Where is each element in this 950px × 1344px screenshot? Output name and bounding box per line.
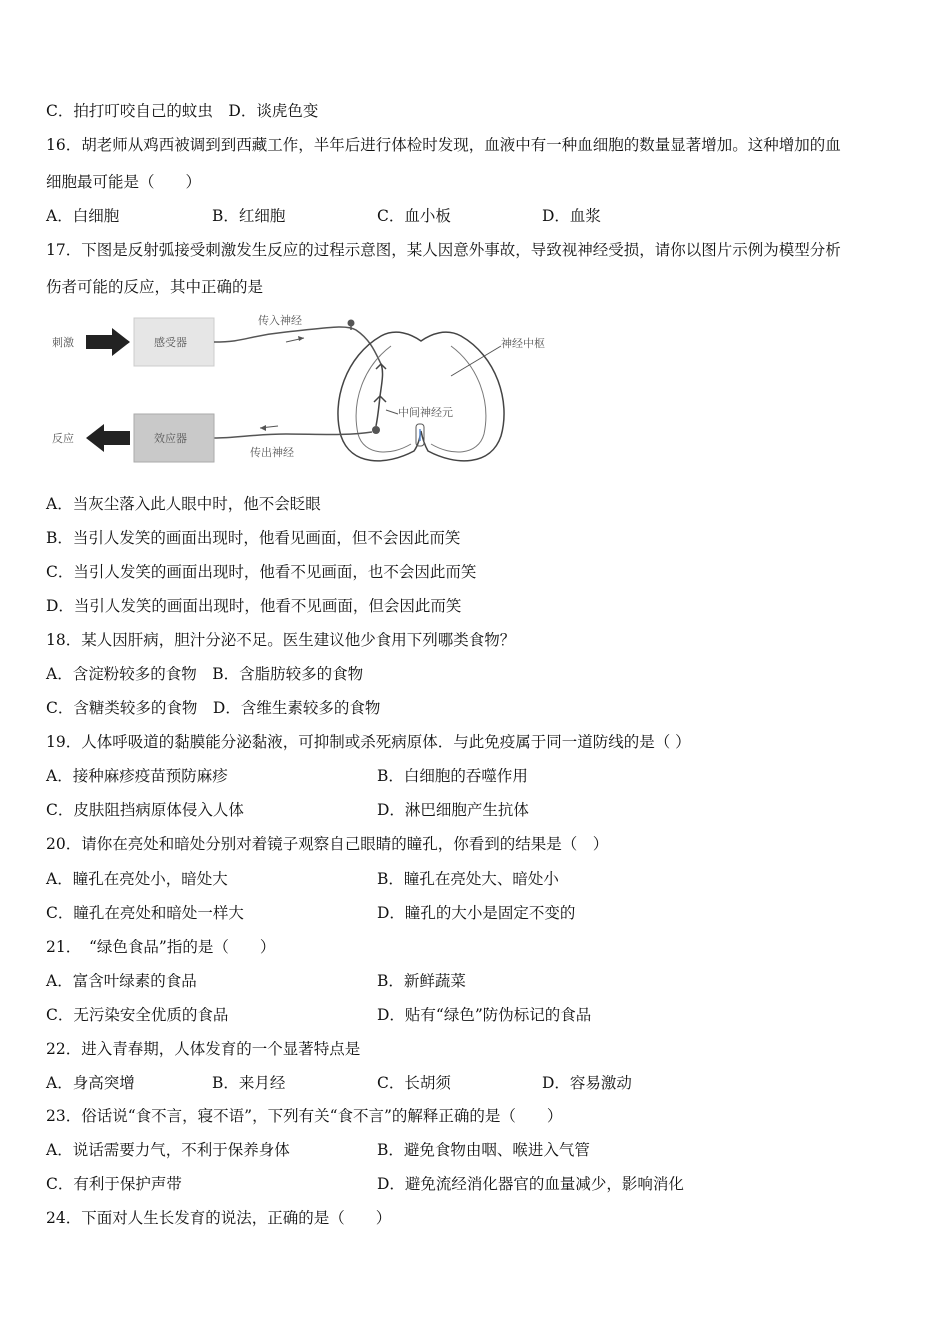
q22-option-c: C．长胡须 bbox=[377, 1074, 451, 1092]
q15-option-d: D．谈虎色变 bbox=[228, 102, 319, 120]
q23-option-c: C．有利于保护声带 bbox=[46, 1175, 182, 1193]
q22-option-d: D．容易激动 bbox=[542, 1074, 632, 1092]
efferent-label: 传出神经 bbox=[250, 446, 294, 459]
q18-option-row-cd bbox=[46, 698, 380, 718]
q21-option-d: D．贴有“绿色”防伪标记的食品 bbox=[377, 1006, 592, 1024]
q21-option-c: C．无污染安全优质的食品 bbox=[46, 1006, 229, 1024]
q20-option-c: C．瞳孔在亮处和暗处一样大 bbox=[46, 904, 244, 922]
q18-option-row-ab bbox=[46, 664, 363, 684]
q17-option-a: A．当灰尘落入此人眼中时，他不会眨眼 bbox=[46, 495, 321, 513]
q20-option-b: B．瞳孔在亮处大、暗处小 bbox=[377, 870, 559, 888]
q21-option-b: B．新鲜蔬菜 bbox=[377, 972, 466, 990]
q18-option-b: B．含脂肪较多的食物 bbox=[212, 665, 364, 683]
interneuron-path bbox=[376, 364, 383, 426]
stimulus-arrow bbox=[86, 328, 130, 356]
q23-option-a: A．说话需要力气，不利于保养身体 bbox=[46, 1141, 290, 1159]
q20-stem: 20．请你在亮处和暗处分别对着镜子观察自己眼睛的瞳孔，你看到的结果是（ ） bbox=[46, 835, 609, 853]
gray-matter-right bbox=[431, 346, 486, 452]
q17-option-c: C．当引人发笑的画面出现时，他看不见画面，也不会因此而笑 bbox=[46, 563, 477, 581]
q16-stem-line1: 16．胡老师从鸡西被调到到西藏工作，半年后进行体检时发现，血液中有一种血细胞的数量显著增加。这种增加的血 bbox=[46, 136, 841, 154]
q22-option-b: B．来月经 bbox=[212, 1074, 286, 1092]
response-label: 反应 bbox=[52, 432, 74, 445]
q15-option-row bbox=[46, 101, 318, 121]
q20-option-d: D．瞳孔的大小是固定不变的 bbox=[377, 904, 576, 922]
q16-option-a: A．白细胞 bbox=[46, 207, 120, 225]
q22-option-a: A．身高突增 bbox=[46, 1074, 135, 1092]
q18-option-c: C．含糖类较多的食物 bbox=[46, 699, 198, 717]
receptor-label: 感受器 bbox=[154, 336, 187, 349]
q21-stem: 21． “绿色食品”指的是（ ） bbox=[46, 938, 276, 956]
q16-option-b: B．红细胞 bbox=[212, 207, 286, 225]
interneuron-label: 中间神经元 bbox=[398, 406, 453, 419]
q19-stem: 19．人体呼吸道的黏膜能分泌黏液，可抑制或杀死病原体．与此免疫属于同一道防线的是（ ） bbox=[46, 733, 691, 751]
q18-option-a: A．含淀粉较多的食物 bbox=[46, 665, 197, 683]
stimulus-label: 刺激 bbox=[52, 336, 74, 349]
q16-option-d: D．血浆 bbox=[542, 207, 601, 225]
q15-option-c: C．拍打叮咬自己的蚊虫 bbox=[46, 102, 213, 120]
q18-option-d: D．含维生素较多的食物 bbox=[212, 699, 381, 717]
response-arrow bbox=[86, 424, 130, 452]
q17-stem-line2: 伤者可能的反应，其中正确的是 bbox=[46, 278, 264, 296]
q23-option-d: D．避免流经消化器官的血量减少，影响消化 bbox=[377, 1175, 684, 1193]
afferent-ganglion bbox=[348, 320, 355, 327]
q16-stem-line2: 细胞最可能是（ ） bbox=[46, 173, 202, 191]
q17-option-b: B．当引人发笑的画面出现时，他看见画面，但不会因此而笑 bbox=[46, 529, 461, 547]
effector-label: 效应器 bbox=[154, 432, 187, 445]
q19-option-c: C．皮肤阻挡病原体侵入人体 bbox=[46, 801, 244, 819]
center-label: 神经中枢 bbox=[501, 337, 545, 350]
q18-stem: 18．某人因肝病，胆汁分泌不足。医生建议他少食用下列哪类食物？ bbox=[46, 631, 516, 649]
q19-option-d: D．淋巴细胞产生抗体 bbox=[377, 801, 529, 819]
q19-option-b: B．白细胞的吞噬作用 bbox=[377, 767, 528, 785]
q16-option-c: C．血小板 bbox=[377, 207, 451, 225]
q17-stem-line1: 17．下图是反射弧接受刺激发生反应的过程示意图，某人因意外事故，导致视神经受损，请你以图片示例为模型分析 bbox=[46, 241, 841, 259]
q21-option-a: A．富含叶绿素的食品 bbox=[46, 972, 197, 990]
motor-neuron-body bbox=[372, 426, 380, 434]
q22-stem: 22．进入青春期，人体发育的一个显著特点是 bbox=[46, 1040, 361, 1058]
q19-option-a: A．接种麻疹疫苗预防麻疹 bbox=[46, 767, 228, 785]
reflex-arc-diagram bbox=[46, 306, 566, 481]
q24-stem: 24．下面对人生长发育的说法，正确的是（ ） bbox=[46, 1209, 392, 1227]
q23-stem: 23．俗话说“食不言，寝不语”，下列有关“食不言”的解释正确的是（ ） bbox=[46, 1107, 563, 1125]
afferent-label: 传入神经 bbox=[258, 314, 302, 327]
q23-option-b: B．避免食物由咽、喉进入气管 bbox=[377, 1141, 590, 1159]
spinal-cord-outline bbox=[338, 332, 504, 461]
efferent-nerve bbox=[214, 432, 372, 438]
q20-option-a: A．瞳孔在亮处小，暗处大 bbox=[46, 870, 228, 888]
q17-option-d: D．当引人发笑的画面出现时，他看不见画面，但会因此而笑 bbox=[46, 597, 462, 615]
